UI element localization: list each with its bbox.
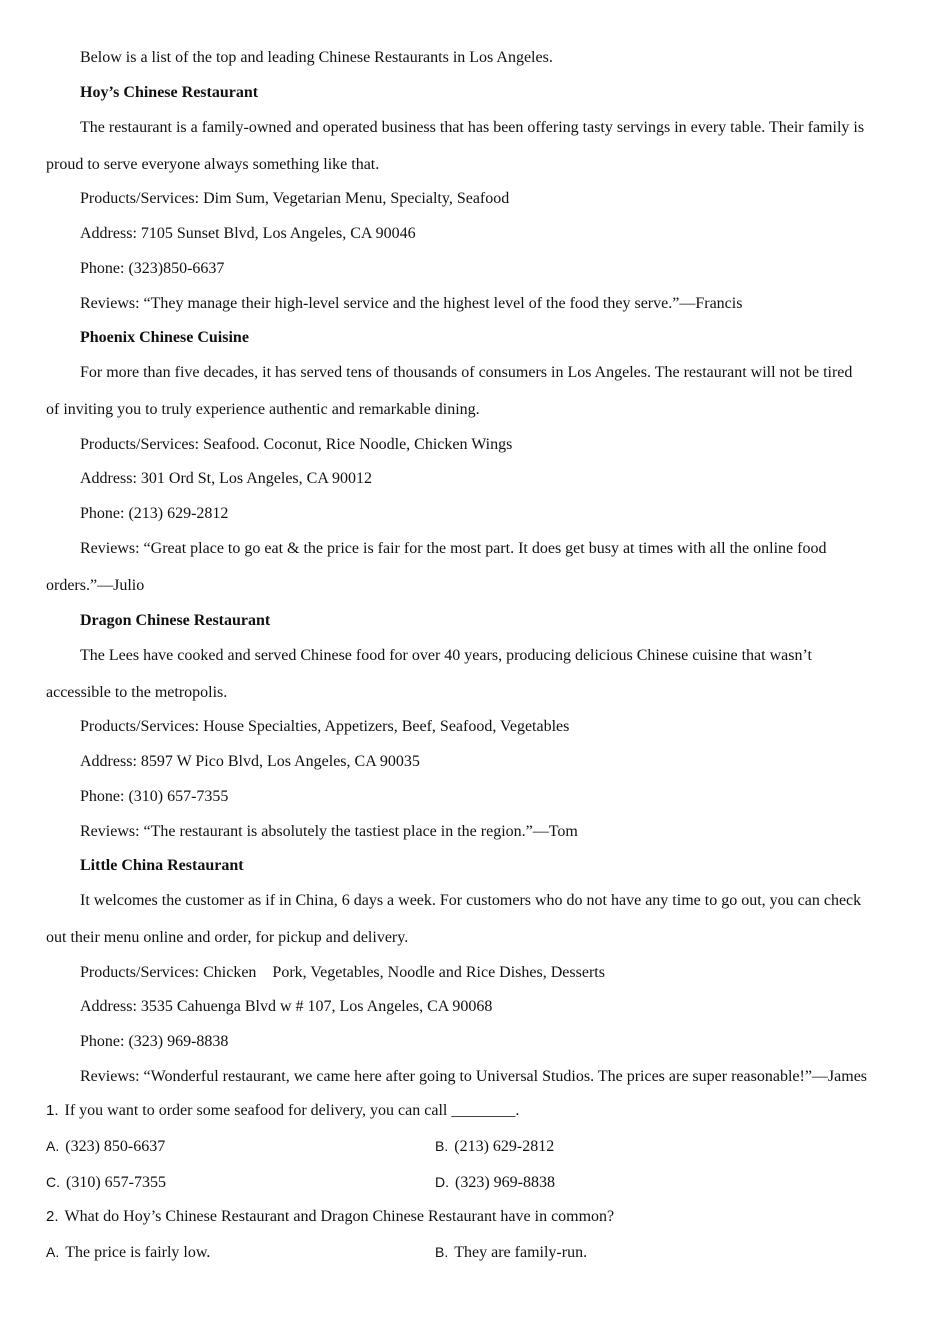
option-a — [46, 1136, 165, 1157]
restaurant-name: Phoenix Chinese Cuisine — [80, 329, 249, 346]
restaurant-description: The Lees have cooked and served Chinese food for over 40 years, producing delicious Chinese cuisine that wasn’t — [80, 647, 812, 664]
restaurant-phone: Phone: (323) 969-8838 — [80, 1033, 229, 1050]
option-text: They are family-run. — [454, 1244, 588, 1261]
restaurant-address: Address: 8597 W Pico Blvd, Los Angeles, CA 90035 — [80, 753, 420, 770]
restaurant-description-cont: accessible to the metropolis. — [46, 684, 228, 701]
restaurant-name: Hoy’s Chinese Restaurant — [80, 84, 259, 101]
question-2 — [46, 1207, 614, 1227]
restaurant-description-cont: of inviting you to truly experience authentic and remarkable dining. — [46, 401, 480, 418]
option-letter: B. — [435, 1138, 449, 1154]
option-text: (213) 629-2812 — [454, 1138, 555, 1155]
option-text: The price is fairly low. — [65, 1244, 211, 1261]
option-letter: D. — [435, 1174, 449, 1190]
option-letter: C. — [46, 1174, 60, 1190]
restaurant-phone: Phone: (323)850-6637 — [80, 260, 225, 277]
option-a — [46, 1242, 210, 1263]
restaurant-name: Dragon Chinese Restaurant — [80, 612, 271, 629]
option-b — [435, 1136, 554, 1157]
restaurant-description-cont: out their menu online and order, for pickup and delivery. — [46, 929, 409, 946]
restaurant-review-cont: orders.”—Julio — [46, 577, 145, 594]
question-1 — [46, 1101, 519, 1121]
option-b — [435, 1242, 587, 1263]
restaurant-phone: Phone: (213) 629-2812 — [80, 505, 229, 522]
option-letter: A. — [46, 1138, 60, 1154]
option-text: (310) 657-7355 — [66, 1174, 166, 1191]
restaurant-products: Products/Services: Seafood. Coconut, Rice Noodle, Chicken Wings — [80, 436, 513, 453]
question-number: 2. — [46, 1208, 59, 1225]
option-d — [435, 1172, 555, 1193]
restaurant-products: Products/Services: House Specialties, Appetizers, Beef, Seafood, Vegetables — [80, 718, 570, 735]
restaurant-name: Little China Restaurant — [80, 857, 244, 874]
restaurant-description: For more than five decades, it has served tens of thousands of consumers in Los Angeles. The restaurant will not be tired — [80, 364, 853, 381]
restaurant-address: Address: 3535 Cahuenga Blvd w # 107, Los Angeles, CA 90068 — [80, 998, 493, 1015]
restaurant-review: Reviews: “Wonderful restaurant, we came here after going to Universal Studios. The prices are super reasonable!”—James — [80, 1068, 868, 1085]
restaurant-products: Products/Services: Chicken Pork, Vegetables, Noodle and Rice Dishes, Desserts — [80, 964, 605, 981]
option-text: (323) 850-6637 — [65, 1138, 166, 1155]
restaurant-description: The restaurant is a family-owned and operated business that has been offering tasty servings in every table. Their family is — [80, 119, 865, 136]
restaurant-description-cont: proud to serve everyone always something like that. — [46, 156, 380, 173]
option-c — [46, 1172, 166, 1193]
question-text: What do Hoy’s Chinese Restaurant and Dragon Chinese Restaurant have in common? — [64, 1208, 615, 1225]
restaurant-review: Reviews: “Great place to go eat & the price is fair for the most part. It does get busy at times with all the online food — [80, 540, 827, 557]
restaurant-phone: Phone: (310) 657-7355 — [80, 788, 229, 805]
restaurant-products: Products/Services: Dim Sum, Vegetarian Menu, Specialty, Seafood — [80, 190, 510, 207]
restaurant-address: Address: 301 Ord St, Los Angeles, CA 90012 — [80, 470, 372, 487]
restaurant-review: Reviews: “They manage their high-level service and the highest level of the food they serve.”—Francis — [80, 295, 743, 312]
restaurant-review: Reviews: “The restaurant is absolutely the tastiest place in the region.”—Tom — [80, 823, 578, 840]
question-text: If you want to order some seafood for delivery, you can call ________. — [64, 1102, 520, 1119]
option-letter: A. — [46, 1244, 60, 1260]
restaurant-address: Address: 7105 Sunset Blvd, Los Angeles, CA 90046 — [80, 225, 416, 242]
option-letter: B. — [435, 1244, 449, 1260]
question-number: 1. — [46, 1102, 59, 1119]
intro-text: Below is a list of the top and leading Chinese Restaurants in Los Angeles. — [80, 49, 553, 66]
option-text: (323) 969-8838 — [455, 1174, 555, 1191]
restaurant-description: It welcomes the customer as if in China, 6 days a week. For customers who do not have any time to go out, you can check — [80, 892, 862, 909]
